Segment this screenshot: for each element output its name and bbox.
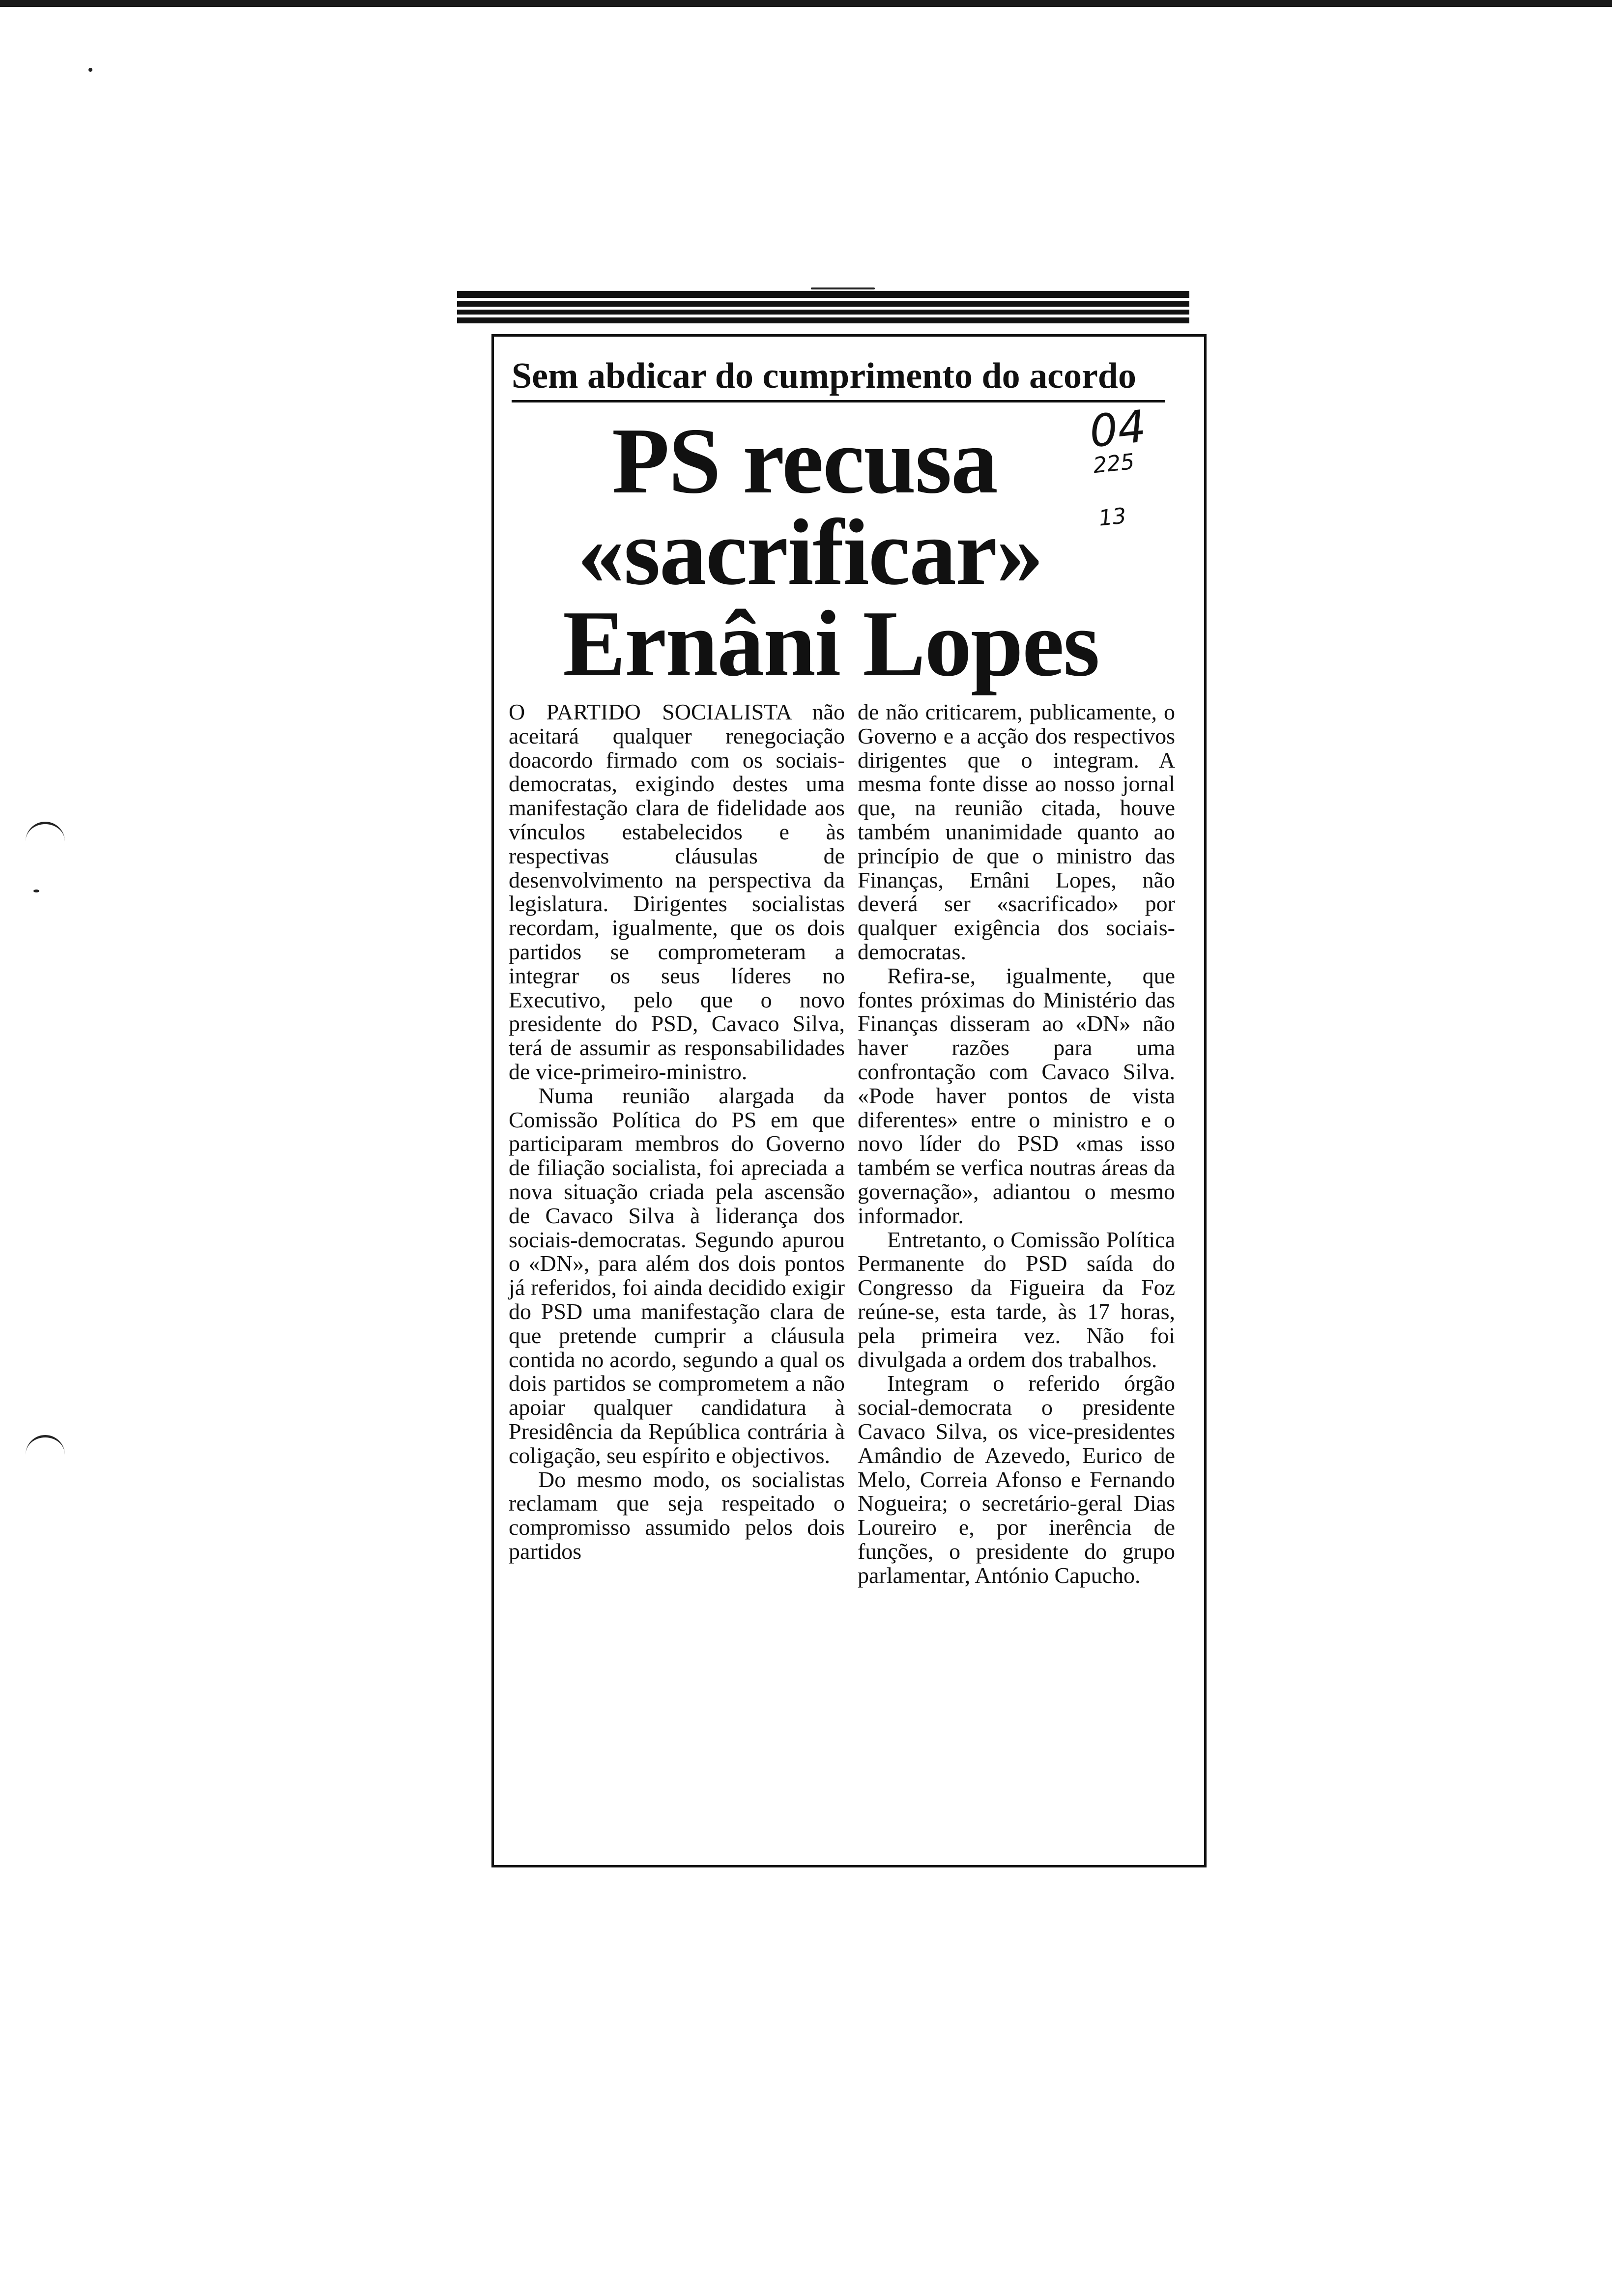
scan-speck — [33, 890, 39, 892]
paragraph: Entretanto, o Comissão Política Permanente do PSD saída do Congresso da Figueira da Foz reúne-se, esta tarde, às 17 horas, pela primeira vez. Não foi divulgada a ordem dos trabalhos. — [858, 1227, 1175, 1372]
handwritten-bottom: 13 — [1097, 503, 1128, 531]
column-left — [509, 700, 845, 1564]
paragraph: Numa reunião alargada da Comissão Política do PS em que participaram membros do Governo de filiação socialista, foi apreciada a nova situação criada pela ascensão de Cavaco Silva à liderança dos sociais-democratas. Segundo apurou o «DN», para além dos dois pontos já referidos, foi ainda decidido exigir do PSD uma manifestação clara de que pretende cumprir a cláusula contida no acordo, segundo a qual os dois partidos se comprometem a não apoiar qualquer candidatura à Presidência da República contrária à coligação, seu espírito e objectivos. — [509, 1083, 845, 1468]
scan-top-edge — [0, 0, 1612, 7]
headline — [523, 408, 1182, 696]
paragraph: Refira-se, igualmente, que fontes próximas do Ministério das Finanças disseram ao «DN» não haver razões para uma confrontação com Cavaco Silva. «Pode haver pontos de vista diferentes» entre o ministro e o novo líder do PSD «mas isso também se verfica noutras áreas da governação», adiantou o mesmo informador. — [858, 963, 1175, 1228]
headline-line-2: «sacrificar» — [577, 500, 1043, 604]
punch-hole-mark — [26, 822, 65, 844]
handwritten-middle: 225 — [1092, 449, 1136, 479]
column-right — [858, 700, 1175, 1587]
kicker: Sem abdicar do cumprimento do acordo — [512, 355, 1165, 402]
handwritten-annotation — [1088, 401, 1188, 530]
paragraph: Do mesmo modo, os socialistas reclamam que seja respeitado o compromisso assumido pelos dois partidos — [509, 1466, 845, 1564]
article-body — [494, 700, 1204, 1860]
headline-line-1: PS recusa — [612, 408, 997, 513]
paragraph: Integram o referido órgão social-democrata o presidente Cavaco Silva, os vice-presidentes Amândio de Azevedo, Eurico de Melo, Correia Afonso e Fernando Nogueira; o secretário-geral Dias Loureiro e, por inerência de funções, o presidente do grupo parlamentar, António Capucho. — [858, 1371, 1175, 1588]
headline-line-3: Ernâni Lopes — [563, 591, 1099, 696]
scan-speck — [88, 68, 92, 72]
newspaper-clipping — [491, 334, 1207, 1867]
paragraph: O PARTIDO SOCIALISTA não aceitará qualquer renegociação doacordo firmado com os sociais-democratas, exigindo destes uma manifestação clara de fidelidade aos vínculos estabelecidos e às respectivas cláusulas de desenvolvimento na perspectiva da legislatura. Dirigentes socialistas recordam, igualmente, que os dois partidos se comprometeram a integrar os seus líderes no Executivo, pelo que o novo presidente do PSD, Cavaco Silva, terá de assumir as responsabilidades de vice-primeiro-ministro. — [509, 699, 845, 1084]
scan-speck — [811, 287, 875, 289]
punch-hole-mark — [26, 1435, 65, 1457]
handwritten-top: 04 — [1087, 401, 1149, 458]
paragraph: de não criticarem, publicamente, o Governo e a acção dos respectivos dirigentes que o integram. A mesma fonte disse ao nosso jornal que, na reunião citada, houve também unanimidade quanto ao princípio de que o ministro das Finanças, Ernâni Lopes, não deverá ser «sacrificado» por qualquer exigência dos sociais-democratas. — [858, 699, 1175, 964]
newspaper-rule — [457, 291, 1189, 326]
